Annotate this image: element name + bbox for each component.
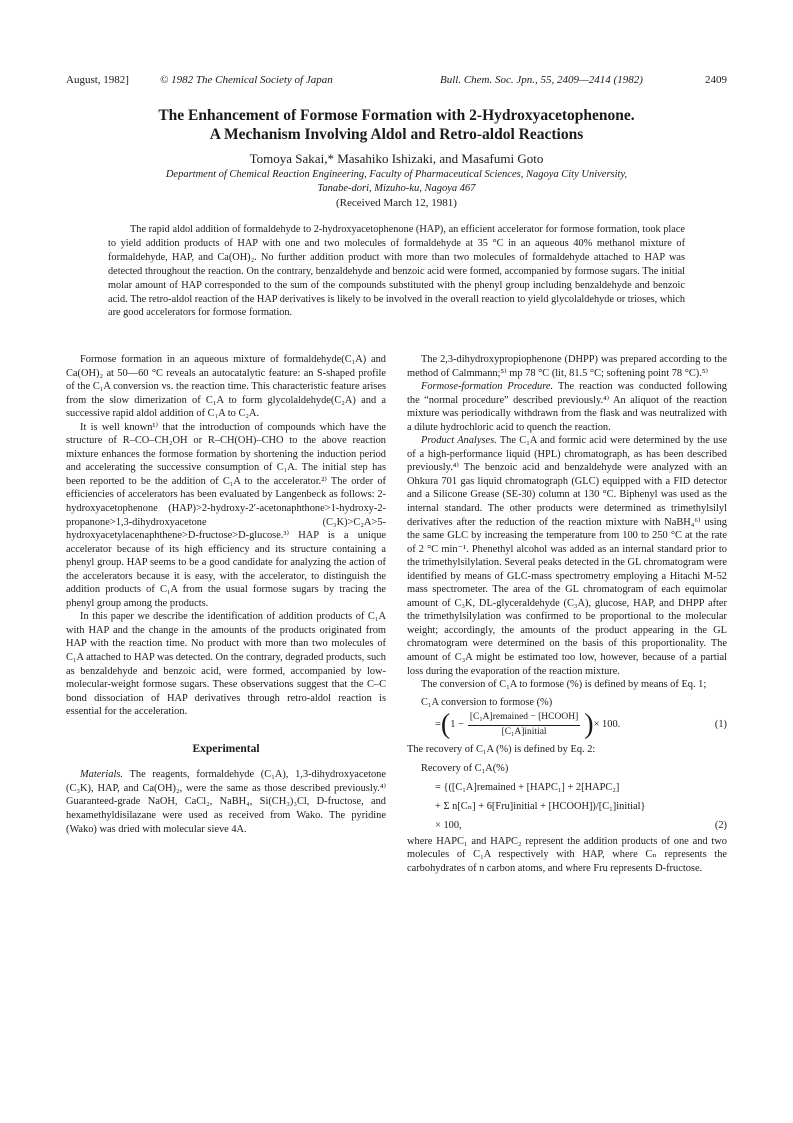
abstract: The rapid aldol addition of formaldehyde to 2-hydroxyacetophenone (HAP), an efficient accelerator for formose formation, took place to yield addition products of HAP with one and two molecules of formaldehyde at 35 °C in an aqueous 40% methanol mixture of formaldehyde, HAP, and Ca(OH)₂. No further addition product with more than two molecules of formaldehyde attached to HAP was detected throughout the reaction. On the contrary, benzaldehyde and benzoic acid were formed, accompanied by formose sugars. The initial molar amount of HAP corresponded to the sum of the compounds substituted with the phenyl group including benzaldehyde and benzoic acid. The retro-aldol reaction of the HAP derivatives is likely to be involved in the overall reaction to yield glycolaldehyde or trioses, which are good accelerators for formose formation. [108,224,685,319]
running-header [66,74,727,90]
left-column [66,353,386,836]
intro-paragraph-3: In this paper we describe the identification of addition products of C₁A with HAP and the change in the amounts of the products originated from HAP with the reaction time. No product with more than two molecules of C₁A attached to HAP was detected. On the contrary, degraded products, such as benzaldehyde and benzoic acid, were formed, accompanied by low-molecular-weight formose sugars. These observations suggest that the C–C bond dissociation of HAP derivatives through retro-aldol reaction is essential for the acceleration. [66,611,386,718]
section-heading-experimental: Experimental [192,742,260,755]
equation-1-numerator: [C₁A]remained − [HCOOH] [468,711,580,726]
header-journal-citation: Bull. Chem. Soc. Jpn., 55, 2409—2414 (1982) [440,74,643,86]
procedure-runin-heading: Formose-formation Procedure. [421,381,554,393]
received-date: (Received March 12, 1981) [336,197,457,209]
conversion-intro: The conversion of C₁A to formose (%) is defined by means of Eq. 1; [421,679,707,691]
analyses-text: The C₁A and formic acid were determined by the use of a high-performance liquid (HPL) chromatograph, as has been described previously.⁴⁾ The benzoic acid and benzaldehyde were analyzed with an Ohkura 701 gas liquid chromatograph (GLC) equipped with a FID detector and a Silicone Grease (SE-30) column at 130 °C. Biphenyl was used as the internal standard. The other products were determined as trimethylsilyl derivatives after the reduction of the reaction mixture with NaBH₄⁶⁾ using the same GLC by increasing the temperature from 100 to 250 °C at the rate of 2 °C min⁻¹. Phenethyl alcohol was added as an internal standard prior to the trimethylsilylation. Several peaks detected in the GL chromatogram were identified by means of GLC-mass spectrometry employing a Hitachi M-52 mass spectrometer. The area of the GL chromatogram of each equimolar amount of C₃K, DL-glyceraldehyde (C₃A), glucose, HAP, and DHPP after the trimethylsilylation was confirmed to be proportional to the molecular weight; accordingly, the amounts of the product appearing in the GL chromatogram were determined on the basis of this proportionality. The amount of C₃A might be estimated too low, however, because of a partial loss during the evaporation of the reaction mixture. [407,435,727,677]
equation-1-one-minus: 1 − [450,719,464,731]
equation-1-fraction [468,711,580,739]
dhpp-paragraph: The 2,3-dihydroxypropiophenone (DHPP) was prepared according to the method of Calmmann;⁵⁾ mp 78 °C (lit, 81.5 °C; softening point 78 °C).⁵⁾ [407,354,727,379]
equation-2-line-2: + Σ n[Cₙ] + 6[Fru]initial + [HCOOH])/[C₁]initial} [435,800,646,812]
equation-1-label: C₁A conversion to formose (%) [421,696,553,708]
equation-1-denominator: [C₁A]initial [501,726,547,737]
equation-2-line-3: × 100, [435,819,462,831]
equation-2-number: (2) [714,819,727,831]
equation-2-label: Recovery of C₁A(%) [421,762,509,774]
affiliation-line-2: Tanabe-dori, Mizuho-ku, Nagoya 467 [317,183,476,194]
equation-1-times: × 100. [593,719,621,731]
analyses-paragraph [407,434,727,678]
title-line-1: The Enhancement of Formose Formation with 2-Hydroxyacetophenone. [158,107,635,124]
header-page-number: 2409 [705,74,727,86]
equation-1-number: (1) [714,719,727,731]
header-copyright: © 1982 The Chemical Society of Japan [160,74,333,86]
intro-paragraph-1: Formose formation in an aqueous mixture of formaldehyde(C₁A) and Ca(OH)₂ at 50—60 °C reveals an autocatalytic feature: an S-shaped profile of the C₁A conversion vs. the reaction time. This characteristic feature arises from the slow dimerization of C₁A to form glycolaldehyde(C₂A) and a successive rapid aldol addition of C₁A to C₂A. [66,354,386,420]
affiliation [110,168,683,196]
analyses-runin-heading: Product Analyses. [421,435,497,447]
equation-1-equals: = [435,719,441,731]
left-paren: ( [440,709,451,741]
intro-paragraph-2: It is well known¹⁾ that the introduction of compounds which have the structure of R–CO–CH₂OH or R–CH(OH)–CHO to the above reaction mixture enhances the formose formation by shortening the induction period and accelerating the successive consumption of C₁A. The initial step has been reported to be the addition of C₁A to the accelerator.²⁾ The order of efficiencies of accelerators has been evaluated by Langenbeck as follows: 2-hydroxyacetophenone (HAP)>2-hydroxy-2′-acetonaphthone>1-hydroxy-2-propanone>1,3-dihydroxyacetone (C₃K)>C₂A>5-hydroxyacetylacenaphthene>D-fructose>D-glucose.³⁾ HAP is a unique accelerator because of its high efficiency and its structure containing a phenyl group. HAP seems to be a good candidate for analyzing the action of the accelerators because it is easy, with the accelerator, to distinguish the addition products of C₁A from the usual formose sugars by tracing the phenyl group among the products. [66,421,386,609]
equation-2-line-3-row [435,816,727,835]
affiliation-line-1: Department of Chemical Reaction Engineering, Faculty of Pharmaceutical Sciences, Nagoya City University, [165,169,628,180]
definitions-paragraph: where HAPC₁ and HAPC₂ represent the addition products of one and two molecules of C₁A respectively with HAP, where Cₙ represents the carbohydrates of n carbon atoms, and where Fru represents D-fructose. [407,835,727,874]
materials-paragraph [66,768,386,836]
title-line-2: A Mechanism Involving Aldol and Retro-aldol Reactions [209,126,584,143]
authors: Tomoya Sakai,* Masahiko Ishizaki, and Masafumi Goto [249,151,544,166]
header-date: August, 1982] [66,74,129,86]
right-paren: ) [584,709,594,741]
equation-2-line-1: = {([C₁A]remained + [HAPC₁] + 2[HAPC₂] [435,781,620,793]
equation-1 [407,711,727,739]
procedure-text: The reaction was conducted following the “normal procedure” described previously.⁴⁾ An aliquot of the reaction mixture was periodically withdrawn from the flask and was neutralized with a dilute hydrochloric acid to quench the reaction. [407,381,727,433]
procedure-paragraph [407,380,727,434]
recovery-intro: The recovery of C₁A (%) is defined by Eq. 2: [407,744,596,756]
materials-runin-heading: Materials. [80,769,124,781]
paper-title [66,106,727,144]
materials-text: The reagents, formaldehyde (C₁A), 1,3-dihydroxyacetone (C₃K), HAP, and Ca(OH)₂, were the same as those described previously.⁴⁾ Guaranteed-grade NaOH, CaCl₂, NaBH₄, Si(CH₃)₃Cl, D-fructose, and hexamethyldisilazane were used as received from Wako. The pyridine (Wako) was dried with molecular sieve 4A. [66,769,386,835]
equation-2 [407,759,727,835]
right-column [407,353,727,876]
